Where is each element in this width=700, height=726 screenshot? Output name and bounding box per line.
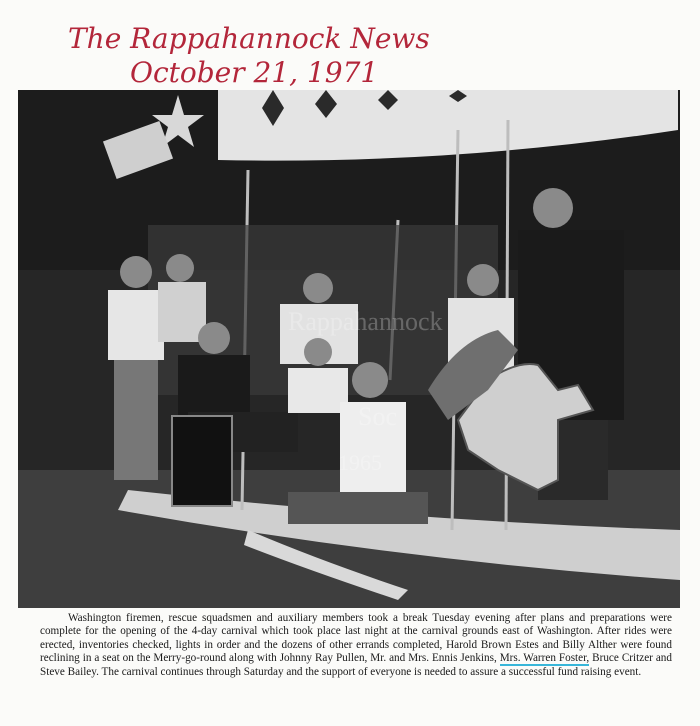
carousel-photo [18,90,680,608]
photo-caption [40,612,672,679]
handwritten-note [60,18,520,88]
caption-text-end: Bruce Critzer and Steve Bailey. The carnival continues through Saturday and the support of everyone is needed to assure a successful fund raising event. [40,652,672,678]
caption-highlighted-name: Mrs. Warren Foster, [499,652,590,665]
newspaper-photo [18,90,680,608]
handwritten-date: October 21, 1971 [130,56,379,88]
watermark-text-2: Soc [358,402,397,431]
carousel-seat [172,416,232,506]
handwritten-publication-name: The Rappahannock News [68,22,430,55]
watermark-text: Rappahannock [288,307,443,336]
watermark-year: 1965 [338,450,382,475]
caption-text: Washington firemen, rescue squadsmen and auxiliary members took a break Tuesday evening after plans and preparations were complete for the opening of the 4-day carnival which took place last night at the carnival grounds east of Washington. After rides were erected, inventories checked, lights in order and the dozens of other errands completed, Harold Brown Estes and Billy Alther were found reclining in a seat on the Merry-go-round along with Johnny Ray Pullen, Mr. and Mrs. Ennis Jenkins, [40,612,672,665]
